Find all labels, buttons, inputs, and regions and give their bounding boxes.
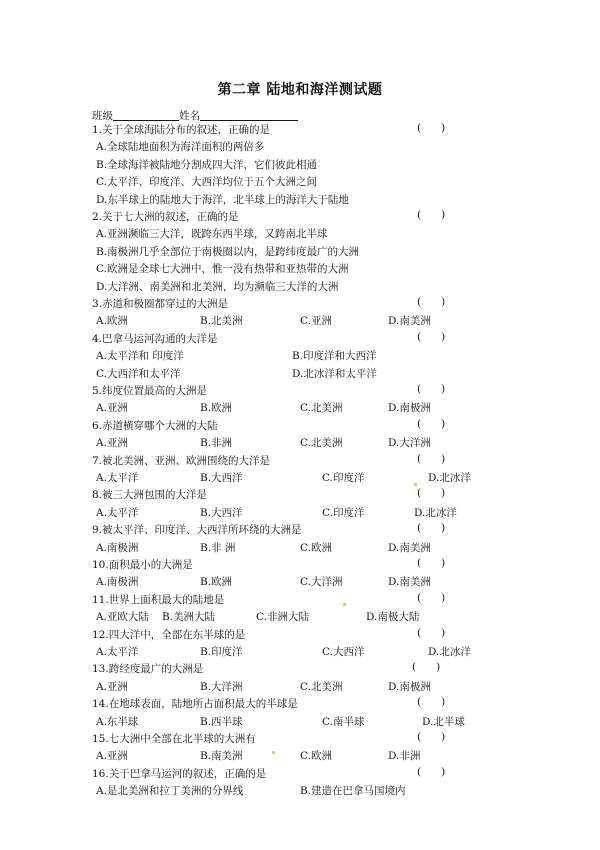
option[interactable]: C.大西洋 xyxy=(322,646,365,658)
answer-blank[interactable]: ( ) xyxy=(417,557,446,569)
option[interactable]: B.西半球 xyxy=(200,715,243,728)
option[interactable]: C.北美洲 xyxy=(300,437,343,450)
option[interactable]: C.北美洲 xyxy=(300,402,343,415)
option[interactable]: D.北半球 xyxy=(422,715,465,728)
option[interactable]: C.大洋洲 xyxy=(300,576,343,589)
option[interactable]: B.印度洋和大西洋 xyxy=(292,350,377,363)
question-stem: 5.纬度位置最高的大洲是 xyxy=(92,385,208,397)
question-stem: 1.关于全球海陆分布的叙述，正确的是 xyxy=(92,124,271,136)
answer-blank[interactable]: ( ) xyxy=(417,591,446,604)
option[interactable]: A.南极洲 xyxy=(96,541,139,554)
student-info-line xyxy=(92,108,298,123)
option[interactable]: A.全球陆地面积为海洋面积的两倍多 xyxy=(96,141,265,154)
name-label: 姓名 xyxy=(179,110,200,122)
question-stem: 11.世界上面积最大的陆地是 xyxy=(92,593,225,606)
question-stem: 15.七大洲中全部在北半球的大洲有 xyxy=(92,733,256,745)
option[interactable]: A.太平洋和 印度洋 xyxy=(96,350,184,363)
scan-speck xyxy=(343,603,346,606)
option[interactable]: A.南极洲 xyxy=(96,576,139,589)
answer-blank[interactable]: ( ) xyxy=(417,417,446,430)
option[interactable]: C.大西洋和太平洋 xyxy=(96,367,181,380)
option[interactable]: D.北冰洋 xyxy=(414,506,457,519)
option[interactable]: C.亚洲 xyxy=(300,315,332,328)
option[interactable]: B.欧洲 xyxy=(200,402,233,415)
question-stem: 7.被北美洲、亚洲、欧洲围绕的大洋是 xyxy=(92,454,271,467)
option[interactable]: A.太平洋 xyxy=(96,506,139,519)
option[interactable]: C.北美洲 xyxy=(300,680,343,693)
option[interactable]: A.亚洲 xyxy=(96,402,128,415)
answer-blank[interactable]: ( ) xyxy=(417,731,446,743)
question-stem: 3.赤道和极圈都穿过的大洲是 xyxy=(92,298,229,310)
option[interactable]: C.南半球 xyxy=(322,715,365,728)
option[interactable]: C.印度洋 xyxy=(322,506,365,519)
question-stem: 8.被三大洲包围的大洋是 xyxy=(92,489,208,502)
option[interactable]: C.非洲大陆 xyxy=(256,611,309,624)
option[interactable]: A.亚欧大陆 xyxy=(96,611,149,624)
answer-blank[interactable]: ( ) xyxy=(417,452,446,465)
option[interactable]: C.印度洋 xyxy=(322,472,365,484)
answer-blank[interactable]: ( ) xyxy=(417,487,446,500)
scan-speck xyxy=(414,483,417,486)
question-stem: 14.在地球表面，陆地所占面积最大的半球是 xyxy=(92,698,298,711)
option[interactable]: A.太平洋 xyxy=(96,472,139,484)
option[interactable]: D.南美洲 xyxy=(388,315,431,328)
class-blank[interactable] xyxy=(113,109,179,121)
option[interactable]: B.建造在巴拿马国境内 xyxy=(300,785,406,798)
option[interactable]: B.非洲 xyxy=(200,437,233,450)
answer-blank[interactable]: ( ) xyxy=(417,122,446,134)
option[interactable]: A.亚洲 xyxy=(96,437,128,450)
option[interactable]: D.南极洲 xyxy=(388,402,431,415)
option[interactable]: A.亚洲 xyxy=(96,680,128,693)
option[interactable]: A.是北美洲和拉丁美洲的分界线 xyxy=(96,785,244,798)
answer-blank[interactable]: ( ) xyxy=(417,209,446,221)
option[interactable]: A.欧洲 xyxy=(96,315,128,328)
option[interactable]: B.全球海洋被陆地分割成四大洋，它们彼此相通 xyxy=(96,158,318,171)
option[interactable]: D.北冰洋和太平洋 xyxy=(292,367,377,380)
answer-blank[interactable]: ( ) xyxy=(417,330,446,343)
question-stem: 10.面积最小的大洲是 xyxy=(92,559,193,571)
question-stem: 6.赤道横穿哪个大洲的大陆 xyxy=(92,419,218,432)
option[interactable]: D.东半球上的陆地大于海洋，北半球上的海洋大于陆地 xyxy=(96,193,349,206)
option[interactable]: D.北冰洋 xyxy=(428,646,471,658)
option[interactable]: B.南美洲 xyxy=(200,750,243,763)
class-label: 班级 xyxy=(92,110,113,122)
option[interactable]: D.南美洲 xyxy=(388,541,431,554)
option[interactable]: B.非 洲 xyxy=(200,541,236,554)
option[interactable]: D.大洋洲 xyxy=(388,437,431,450)
answer-blank[interactable]: ( ) xyxy=(417,522,446,535)
option[interactable]: A.太平洋 xyxy=(96,646,139,658)
option[interactable]: B.印度洋 xyxy=(200,646,243,658)
option[interactable]: C.欧洲 xyxy=(300,541,332,554)
answer-blank[interactable]: ( ) xyxy=(417,296,446,308)
option[interactable]: D.北冰洋 xyxy=(428,472,471,484)
answer-blank[interactable]: ( ) xyxy=(417,383,446,395)
option[interactable]: A.亚洲 xyxy=(96,750,128,763)
question-stem: 2.关于七大洲的叙述，正确的是 xyxy=(92,211,239,223)
answer-blank[interactable]: ( ) xyxy=(412,661,441,674)
option[interactable]: C.欧洲 xyxy=(300,750,332,763)
scan-speck xyxy=(272,751,275,754)
question-stem: 12.四大洋中，全部在东半球的是 xyxy=(92,628,246,641)
question-stem: 4.巴拿马运河沟通的大洋是 xyxy=(92,332,218,345)
answer-blank[interactable]: ( ) xyxy=(417,765,446,778)
option[interactable]: B.大西洋 xyxy=(200,472,243,484)
option[interactable]: A.亚洲濒临三大洋，既跨东西半球，又跨南北半球 xyxy=(96,228,328,241)
option[interactable]: D.非洲 xyxy=(388,750,421,763)
option[interactable]: C.太平洋、印度洋、大西洋均位于五个大洲之间 xyxy=(96,176,317,189)
option[interactable]: A.东半球 xyxy=(96,715,139,728)
name-blank[interactable] xyxy=(200,109,298,121)
question-stem: 9.被太平洋、印度洋、大西洋所环绕的大洲是 xyxy=(92,524,302,537)
option[interactable]: D.南极大陆 xyxy=(366,611,420,624)
answer-blank[interactable]: ( ) xyxy=(417,696,446,709)
option[interactable]: C.欧洲是全球七大洲中，惟一没有热带和亚热带的大洲 xyxy=(96,263,349,276)
option[interactable]: D.大洋洲、南美洲和北美洲，均为濒临三大洋的大洲 xyxy=(96,280,339,293)
option[interactable]: B.南极洲几乎全部位于南极圈以内，是跨纬度最广的大洲 xyxy=(96,245,360,258)
option[interactable]: D.南美洲 xyxy=(388,576,431,589)
option[interactable]: B.北美洲 xyxy=(200,315,243,328)
option[interactable]: B.大洋洲 xyxy=(200,680,243,693)
option[interactable]: B.欧洲 xyxy=(200,576,233,589)
answer-blank[interactable]: ( ) xyxy=(417,626,446,639)
question-stem: 13.跨经度最广的大洲是 xyxy=(92,663,204,676)
option[interactable]: B.大西洋 xyxy=(200,506,243,519)
option[interactable]: B.美洲大陆 xyxy=(162,611,216,624)
option[interactable]: D.南极洲 xyxy=(388,680,431,693)
page-title: 第二章 陆地和海洋测试题 xyxy=(217,82,383,98)
question-stem: 16.关于巴拿马运河的叙述，正确的是 xyxy=(92,767,267,780)
